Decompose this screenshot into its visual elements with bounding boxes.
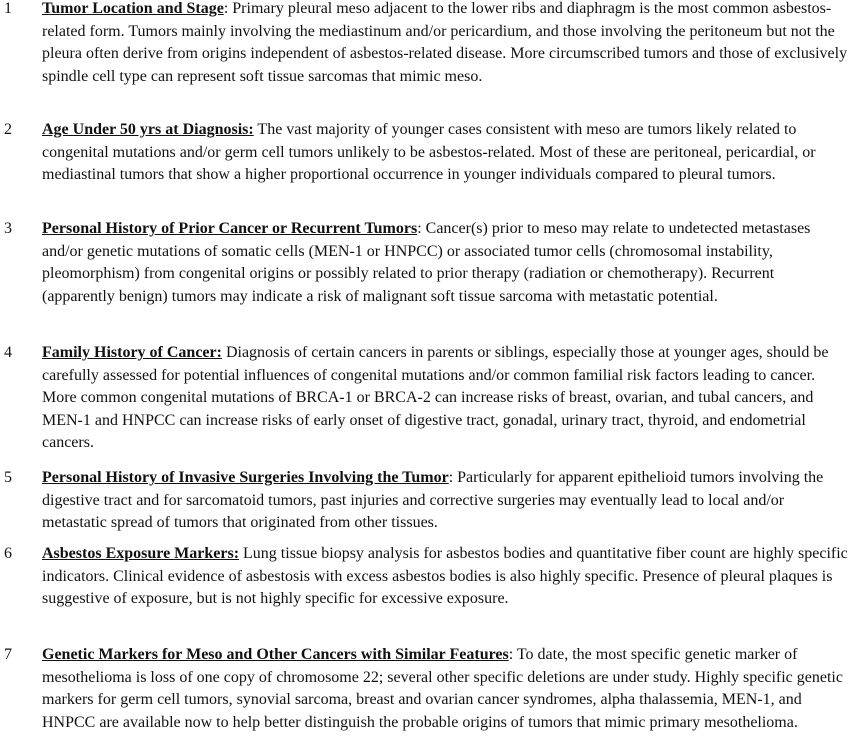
- item-heading: Asbestos Exposure Markers:: [42, 545, 240, 562]
- item-number: 4: [4, 344, 12, 361]
- item-number: 3: [4, 220, 12, 237]
- item-heading: Genetic Markers for Meso and Other Cancers with Similar Features: [42, 646, 509, 663]
- item-body: Cancer(s) prior to meso may relate to undetected metastases and/or genetic mutations of somatic cells (MEN-1 or HNPCC) or associated tumor cells (chromosomal instability, pleomorphism) from congenital origins or possibly related to prior therapy (radiation or chemotherapy). Recurrent (apparently benign) tumors may indicate a risk of malignant soft tissue sarcoma with metastatic potential.: [42, 220, 811, 305]
- item-number: 5: [4, 469, 12, 486]
- item-text: [42, 644, 850, 734]
- item-number: 1: [4, 0, 12, 17]
- list-item: [0, 342, 851, 455]
- list-item: [0, 467, 851, 535]
- item-number: 6: [4, 545, 12, 562]
- item-number: 2: [4, 121, 12, 138]
- item-heading: Family History of Cancer:: [42, 344, 222, 361]
- item-body: Primary pleural meso adjacent to the lower ribs and diaphragm is the most common asbestos-related form. Tumors mainly involving the mediastinum and/or pericardium, and those involving the peritoneum but not the pleura often derive from origins independent of asbestos-related disease. More circumscribed tumors and those of exclusively spindle cell type can represent soft tissue sarcomas that mimic meso.: [42, 0, 848, 85]
- item-separator: :: [508, 646, 514, 663]
- item-text: [42, 342, 850, 455]
- item-heading: Age Under 50 yrs at Diagnosis:: [42, 121, 254, 138]
- item-text: [42, 543, 850, 611]
- item-heading: Tumor Location and Stage: [42, 0, 224, 17]
- item-heading: Personal History of Invasive Surgeries Involving the Tumor: [42, 469, 449, 486]
- item-body: Particularly for apparent epithelioid tumors involving the digestive tract and for sarcomatoid tumors, past injuries and corrective surgeries may eventually lead to local and/or metastatic spread of tumors that originated from other tissues.: [42, 469, 824, 531]
- item-text: [42, 119, 850, 187]
- item-text: [42, 218, 850, 308]
- item-separator: :: [417, 220, 422, 237]
- list-item: [0, 543, 851, 611]
- list-item: [0, 644, 851, 734]
- list-item: [0, 218, 851, 308]
- item-body: To date, the most specific genetic marker of mesothelioma is loss of one copy of chromosome 22; several other specific deletions are under study. Highly specific genetic markers for germ cell tumors, synovial sarcoma, breast and ovarian cancer syndromes, alpha thalassemia, MEN-1, and HNPCC are available now to help better distinguish the probable origins of tumors that mimic primary mesothelioma.: [42, 646, 843, 731]
- item-separator: :: [448, 469, 454, 486]
- item-body: The vast majority of younger cases consistent with meso are tumors likely related to congenital mutations and/or germ cell tumors unlikely to be asbestos-related. Most of these are peritoneal, pericardial, or mediastinal tumors that show a higher proportional occurrence in younger individuals compared to pleural tumors.: [42, 121, 816, 183]
- item-text: [42, 467, 850, 535]
- list-item: [0, 0, 851, 88]
- item-body: Lung tissue biopsy analysis for asbestos bodies and quantitative fiber count are highly specific indicators. Clinical evidence of asbestosis with excess asbestos bodies is also highly specific. Presence of pleural plaques is suggestive of exposure, but is not highly specific for excessive exposure.: [42, 545, 848, 607]
- item-text: [42, 0, 850, 88]
- item-heading: Personal History of Prior Cancer or Recurrent Tumors: [42, 220, 418, 237]
- item-separator: :: [223, 0, 229, 17]
- item-body: Diagnosis of certain cancers in parents or siblings, especially those at younger ages, should be carefully assessed for potential influences of congenital mutations and/or common familial risk factors leading to cancer. More common congenital mutations of BRCA-1 or BRCA-2 can increase risks of breast, ovarian, and tubal cancers, and MEN-1 and HNPCC can increase risks of early onset of digestive tract, gonadal, urinary tract, thyroid, and endometrial cancers.: [42, 344, 829, 451]
- list-item: [0, 119, 851, 187]
- item-number: 7: [4, 646, 12, 663]
